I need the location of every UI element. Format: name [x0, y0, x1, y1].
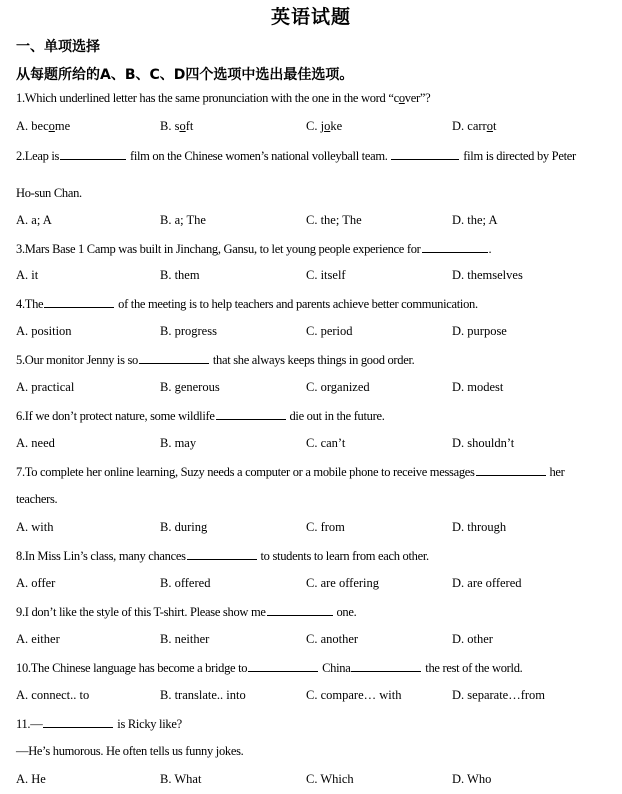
- option-a[interactable]: A. need: [16, 436, 55, 450]
- option-c[interactable]: C. can’t: [306, 436, 346, 450]
- question-text: 8.In Miss Lin’s class, many chances to students to learn from each other.: [16, 549, 429, 563]
- option-d[interactable]: D. carrot: [452, 119, 497, 133]
- question-text-continued: teachers.: [16, 492, 58, 506]
- option-c[interactable]: C. itself: [306, 268, 346, 282]
- instruction-text: 从每题所给的A、B、C、D四个选项中选出最佳选项。: [16, 67, 354, 83]
- option-b[interactable]: B. progress: [160, 324, 217, 338]
- answer-blank[interactable]: [187, 548, 257, 560]
- answer-blank[interactable]: [422, 241, 488, 253]
- option-d[interactable]: D. Who: [452, 772, 492, 786]
- option-c[interactable]: C. Which: [306, 772, 354, 786]
- option-a[interactable]: A. it: [16, 268, 39, 282]
- option-a[interactable]: A. position: [16, 324, 72, 338]
- option-d[interactable]: D. other: [452, 632, 493, 646]
- answer-blank[interactable]: [476, 464, 546, 476]
- option-a[interactable]: A. He: [16, 772, 46, 786]
- option-d[interactable]: D. separate…from: [452, 688, 546, 702]
- option-d[interactable]: D. shouldn’t: [452, 436, 515, 450]
- option-a[interactable]: A. offer: [16, 576, 56, 590]
- option-d[interactable]: D. are offered: [452, 576, 522, 590]
- option-a[interactable]: A. become: [16, 119, 71, 133]
- answer-blank[interactable]: [44, 296, 114, 308]
- question-text: 9.I don’t like the style of this T-shirt. Please show me one.: [16, 605, 357, 619]
- question-text: 2.Leap is film on the Chinese women’s national volleyball team. film is directed by Peter: [16, 149, 576, 163]
- option-b[interactable]: B. a; The: [160, 213, 206, 227]
- question-text: 5.Our monitor Jenny is so that she always keeps things in good order.: [16, 353, 415, 367]
- option-a[interactable]: A. connect.. to: [16, 688, 90, 702]
- question-text: 4.The of the meeting is to help teachers and parents achieve better communication.: [16, 297, 478, 311]
- question-text: 3.Mars Base 1 Camp was built in Jinchang, Gansu, to let young people experience for .: [16, 242, 492, 256]
- answer-blank[interactable]: [391, 148, 459, 160]
- option-b[interactable]: B. may: [160, 436, 197, 450]
- question-text: 10.The Chinese language has become a bridge to China the rest of the world.: [16, 661, 523, 675]
- option-c[interactable]: C. the; The: [306, 213, 362, 227]
- answer-blank[interactable]: [351, 660, 421, 672]
- option-a[interactable]: A. a; A: [16, 213, 52, 227]
- option-b[interactable]: B. offered: [160, 576, 211, 590]
- question-text: 1.Which underlined letter has the same pronunciation with the one in the word “cover”?: [16, 91, 431, 105]
- option-c[interactable]: C. another: [306, 632, 359, 646]
- question-text: 11.— is Ricky like?: [16, 717, 182, 731]
- option-b[interactable]: B. generous: [160, 380, 220, 394]
- option-b[interactable]: B. What: [160, 772, 202, 786]
- page-title: 英语试题: [270, 6, 351, 28]
- option-c[interactable]: C. joke: [306, 119, 343, 133]
- option-c[interactable]: C. compare… with: [306, 688, 402, 702]
- answer-blank[interactable]: [60, 148, 126, 160]
- option-b[interactable]: B. translate.. into: [160, 688, 246, 702]
- answer-blank[interactable]: [267, 604, 333, 616]
- question-text-continued: Ho-sun Chan.: [16, 186, 82, 200]
- answer-blank[interactable]: [43, 716, 113, 728]
- answer-blank[interactable]: [216, 408, 286, 420]
- option-c[interactable]: C. are offering: [306, 576, 380, 590]
- option-a[interactable]: A. with: [16, 520, 54, 534]
- option-b[interactable]: B. during: [160, 520, 208, 534]
- option-d[interactable]: D. through: [452, 520, 507, 534]
- question-text-continued: —He’s humorous. He often tells us funny jokes.: [16, 744, 244, 758]
- question-text: 6.If we don’t protect nature, some wildlife die out in the future.: [16, 409, 385, 423]
- option-b[interactable]: B. them: [160, 268, 200, 282]
- question-text: 7.To complete her online learning, Suzy needs a computer or a mobile phone to receive messages her: [16, 465, 565, 479]
- option-d[interactable]: D. purpose: [452, 324, 507, 338]
- option-d[interactable]: D. the; A: [452, 213, 498, 227]
- option-c[interactable]: C. from: [306, 520, 345, 534]
- answer-blank[interactable]: [248, 660, 318, 672]
- option-c[interactable]: C. period: [306, 324, 353, 338]
- option-a[interactable]: A. either: [16, 632, 60, 646]
- option-b[interactable]: B. soft: [160, 119, 194, 133]
- option-c[interactable]: C. organized: [306, 380, 370, 394]
- option-d[interactable]: D. modest: [452, 380, 504, 394]
- option-a[interactable]: A. practical: [16, 380, 75, 394]
- section-heading: 一、单项选择: [16, 39, 100, 55]
- answer-blank[interactable]: [139, 352, 209, 364]
- option-d[interactable]: D. themselves: [452, 268, 523, 282]
- option-b[interactable]: B. neither: [160, 632, 210, 646]
